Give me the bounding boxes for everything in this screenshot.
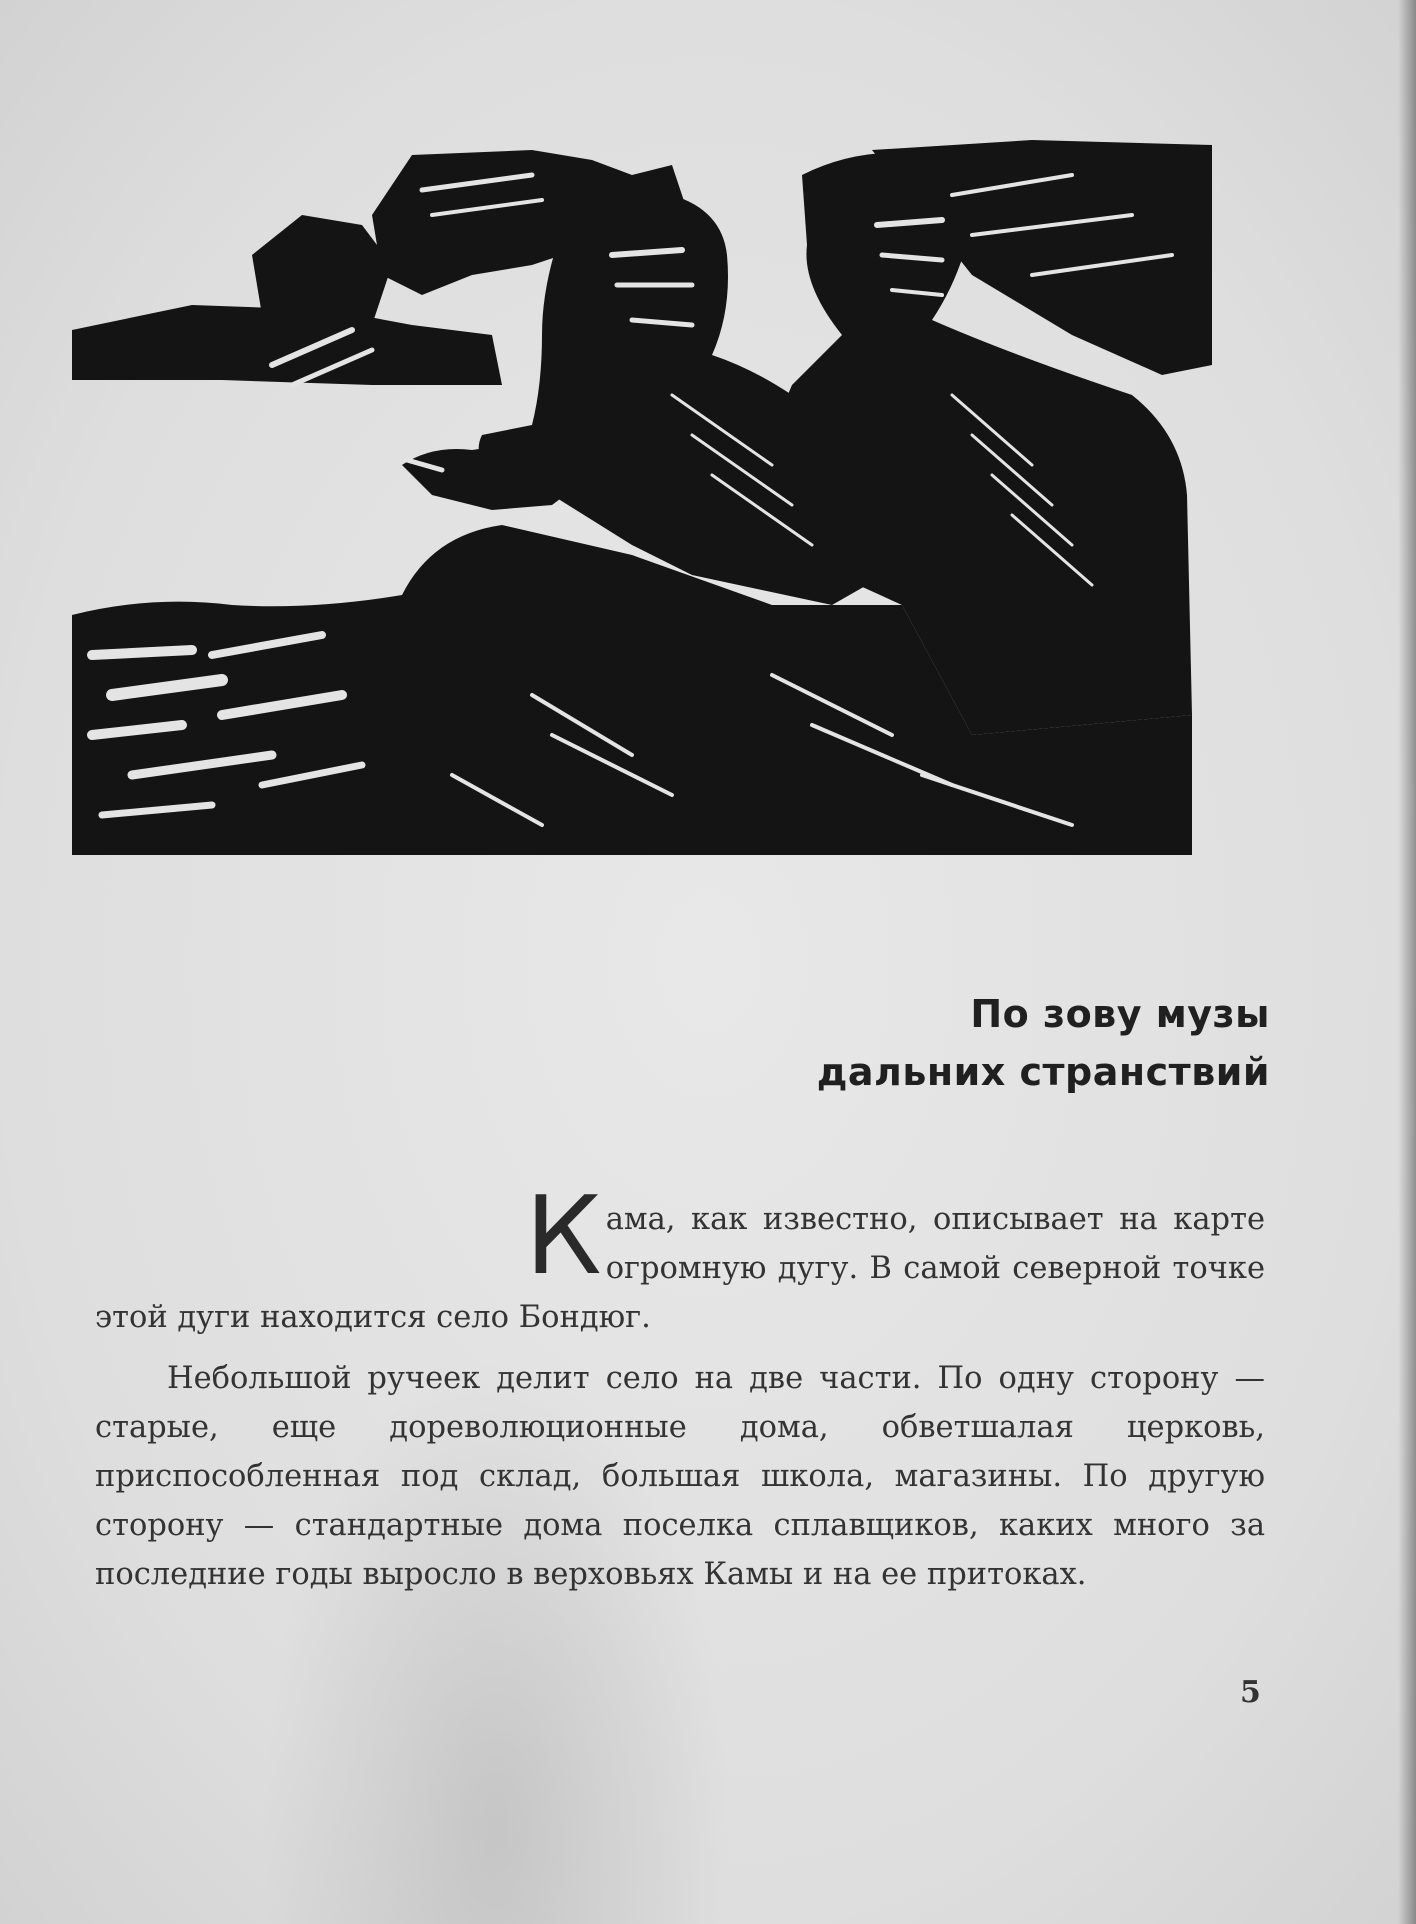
drop-cap: К — [525, 1174, 602, 1299]
paragraph-2: Небольшой ручеек делит село на две части. По одну сторону — старые, еще дореволюционные дома, обветшалая церковь, приспособленная под склад, большая школа, магазины. По другую сторону — стандартные дома поселка сплавщиков, каких много за последние годы выросло в верховьях Камы и на ее притоках. — [95, 1361, 1265, 1592]
page-edge-shadow — [1398, 0, 1416, 1924]
page-number: 5 — [1240, 1675, 1261, 1710]
paragraph-1-text: ама, как известно, описывает на карте огромную дугу. В самой северной точке этой дуги находится село Бондюг. — [95, 1202, 1265, 1335]
chapter-title-line-2: дальних странствий — [816, 1050, 1270, 1094]
paragraph-1 — [95, 1174, 1265, 1342]
body-text — [95, 1174, 1265, 1599]
chapter-title — [600, 985, 1270, 1101]
chapter-title-line-1: По зову музы — [970, 992, 1270, 1036]
woodcut-illustration — [72, 135, 1222, 865]
